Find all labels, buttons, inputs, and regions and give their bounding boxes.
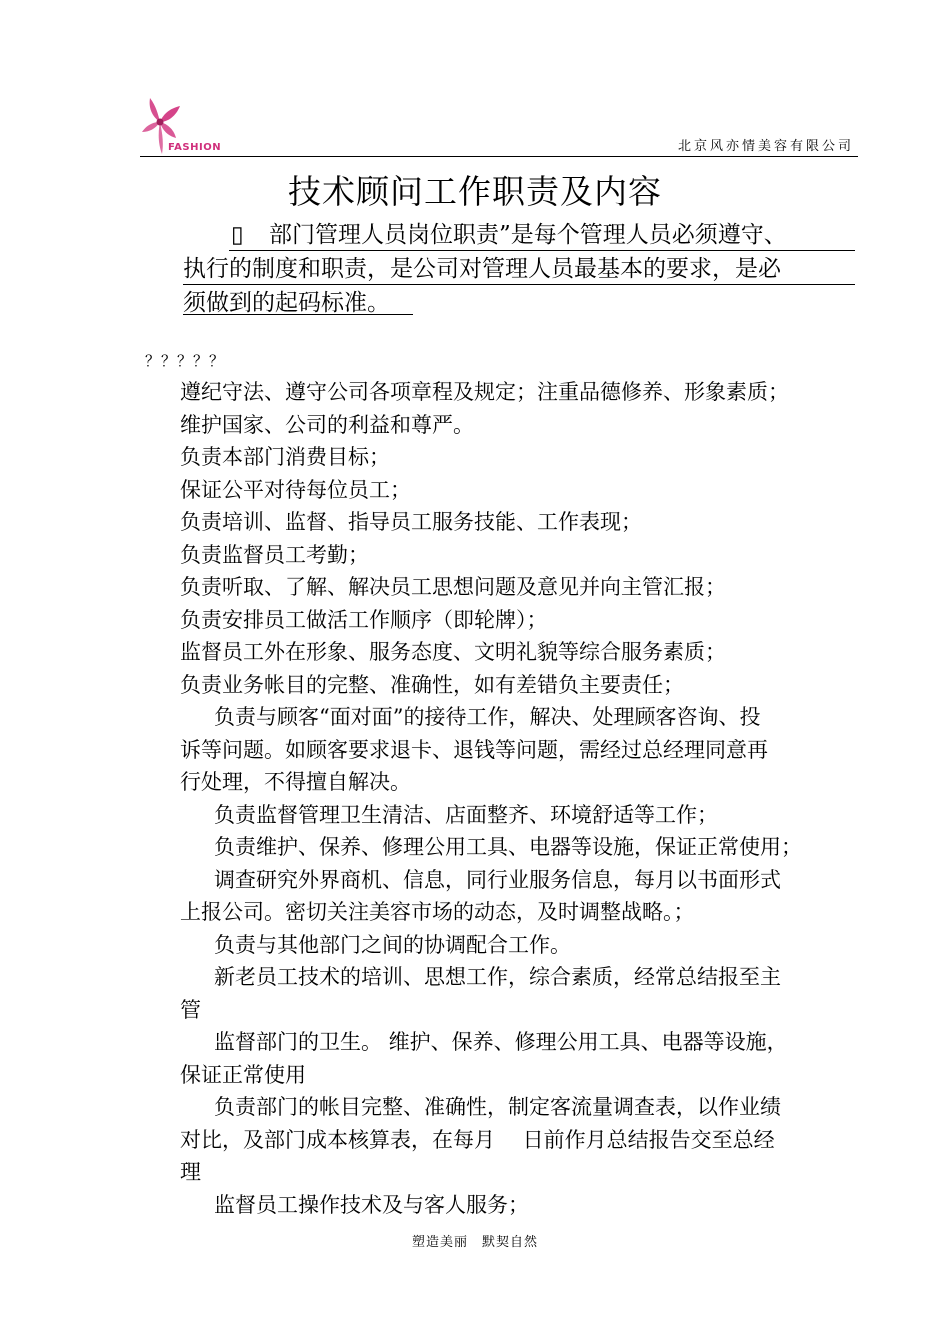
duty-line: 对比，及部门成本核算表，在每月 日前作月总结报告交至总经 [180,1127,775,1152]
underline [183,314,413,315]
duty-line: 负责业务帐目的完整、准确性，如有差错负主要责任； [180,672,684,697]
header-divider [140,156,858,157]
intro-paragraph [183,218,855,320]
duty-line: 上报公司。密切关注美容市场的动态，及时调整战略。； [180,900,695,924]
duty-line: 负责安排员工做活工作顺序（即轮牌）； [180,607,548,632]
duty-line: 负责监督管理卫生清洁、店面整齐、环境舒适等工作； [214,802,718,827]
duty-line: 新老员工技术的培训、思想工作，综合素质，经常总结报至主 [214,965,781,989]
underline [229,250,855,251]
section-label: ？？？？？ [145,352,226,370]
duty-line: 遵纪守法、遵守公司各项章程及规定；注重品德修养、形象素质； [180,380,789,404]
intro-line-text: 执行的制度和职责，是公司对管理人员最基本的要求，是必 [183,256,781,282]
duty-line: 管 [180,997,201,1022]
underline [183,284,855,285]
duty-line: 监督部门的卫生。 维护、保养、修理公用工具、电器等设施， [214,1030,788,1054]
intro-line [183,252,855,286]
duty-line: 监督员工操作技术及与客人服务； [214,1192,529,1217]
intro-line-text: 部门管理人员岗位职责”是每个管理人员必须遵守、 [269,222,787,248]
duty-line: 负责监督员工考勤； [180,542,369,567]
duty-line: 诉等问题。如顾客要求退卡、退钱等问题，需经过总经理同意再 [180,737,768,762]
duty-line: 负责与顾客“面对面”的接待工作，解决、处理顾客咨询、投 [214,705,761,729]
duty-line: 负责维护、保养、修理公用工具、电器等设施，保证正常使用； [214,835,802,859]
duty-line: 理 [180,1160,201,1184]
duty-line: 监督员工外在形象、服务态度、文明礼貌等综合服务素质； [180,640,726,664]
logo-text: FASHION [168,142,222,153]
duty-line: 行处理，不得擅自解决。 [180,770,411,794]
page-title: 技术顾问工作职责及内容 [288,172,662,211]
bullet-icon: ▯ [231,222,244,248]
company-name: 北京风亦情美容有限公司 [677,139,854,154]
duty-line: 保证公平对待每位员工； [180,477,411,502]
duty-line: 维护国家、公司的利益和尊严。 [180,412,474,437]
intro-line-text: 须做到的起码标准。 [183,290,390,316]
duties-list [180,376,860,1221]
duty-line: 负责本部门消费目标； [180,445,390,469]
duty-line: 调查研究外界商机、信息，同行业服务信息，每月以书面形式 [214,867,781,892]
footer-slogan: 塑造美丽 默契自然 [411,1235,538,1250]
company-logo [138,92,234,158]
duty-line: 负责培训、监督、指导员工服务技能、工作表现； [180,510,642,534]
duty-line: 负责听取、了解、解决员工思想问题及意见并向主管汇报； [180,575,726,599]
duty-line: 负责部门的帐目完整、准确性，制定客流量调查表，以作业绩 [214,1095,781,1119]
duty-line: 保证正常使用 [180,1062,306,1087]
intro-line [183,218,855,252]
duty-line: 负责与其他部门之间的协调配合工作。 [214,932,571,957]
